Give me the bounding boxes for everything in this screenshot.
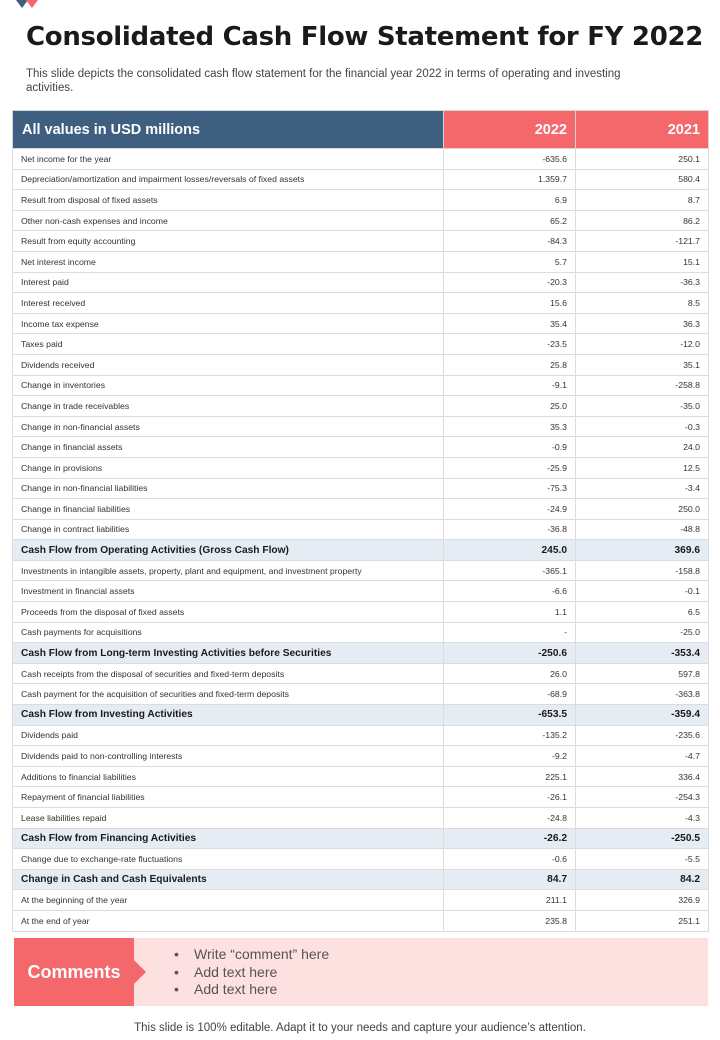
value-2022: -0.6 (444, 849, 576, 870)
value-2021: -158.8 (576, 560, 709, 581)
value-2022: 211.1 (444, 890, 576, 911)
table-row (13, 210, 709, 231)
row-label: Taxes paid (13, 334, 444, 355)
row-label: Proceeds from the disposal of fixed assets (13, 602, 444, 623)
comment-item: • Add text here (172, 964, 329, 982)
row-label: Change in inventories (13, 375, 444, 396)
table-header-row (13, 111, 709, 149)
value-2021: 580.4 (576, 169, 709, 190)
row-label: At the beginning of the year (13, 890, 444, 911)
row-label: Cash payments for acquisitions (13, 622, 444, 643)
row-label: Cash Flow from Financing Activities (13, 828, 444, 849)
table-row (13, 910, 709, 931)
table-row-subtotal (13, 705, 709, 726)
row-label: Interest paid (13, 272, 444, 293)
table-row (13, 622, 709, 643)
row-label: Lease liabilities repaid (13, 808, 444, 829)
row-label: Result from equity accounting (13, 231, 444, 252)
table-row (13, 849, 709, 870)
row-label: Dividends received (13, 354, 444, 375)
table-row (13, 437, 709, 458)
row-label: At the end of year (13, 910, 444, 931)
value-2022: -635.6 (444, 149, 576, 170)
value-2022: 245.0 (444, 540, 576, 561)
row-label: Change in trade receivables (13, 396, 444, 417)
value-2021: 8.5 (576, 293, 709, 314)
value-2021: -36.3 (576, 272, 709, 293)
table-row (13, 272, 709, 293)
cash-flow-table (12, 110, 709, 932)
value-2021: 24.0 (576, 437, 709, 458)
comments-list (172, 946, 329, 999)
table-row (13, 149, 709, 170)
value-2022: -6.6 (444, 581, 576, 602)
value-2021: 369.6 (576, 540, 709, 561)
value-2022: -9.2 (444, 746, 576, 767)
table-row (13, 808, 709, 829)
value-2022: 84.7 (444, 869, 576, 890)
value-2022: -9.1 (444, 375, 576, 396)
row-label: Change in Cash and Cash Equivalents (13, 869, 444, 890)
value-2022: -20.3 (444, 272, 576, 293)
value-2022: 15.6 (444, 293, 576, 314)
row-label: Cash Flow from Investing Activities (13, 705, 444, 726)
value-2021: 15.1 (576, 251, 709, 272)
value-2022: -0.9 (444, 437, 576, 458)
table-row (13, 766, 709, 787)
table-row (13, 354, 709, 375)
value-2021: 326.9 (576, 890, 709, 911)
value-2021: -25.0 (576, 622, 709, 643)
value-2021: 250.1 (576, 149, 709, 170)
value-2022: -26.2 (444, 828, 576, 849)
value-2022: 25.0 (444, 396, 576, 417)
value-2021: 12.5 (576, 457, 709, 478)
value-2022: 1.1 (444, 602, 576, 623)
value-2022: -23.5 (444, 334, 576, 355)
comment-item: • Write “comment” here (172, 946, 329, 964)
comment-item: • Add text here (172, 981, 329, 999)
table-row (13, 602, 709, 623)
table-row (13, 416, 709, 437)
value-2021: 86.2 (576, 210, 709, 231)
value-2022: -24.9 (444, 499, 576, 520)
table-row (13, 725, 709, 746)
comments-label: Comments (27, 962, 121, 982)
value-2021: 336.4 (576, 766, 709, 787)
value-2022: -26.1 (444, 787, 576, 808)
value-2021: -235.6 (576, 725, 709, 746)
value-2021: -254.3 (576, 787, 709, 808)
row-label: Result from disposal of fixed assets (13, 190, 444, 211)
row-label: Depreciation/amortization and impairment losses/reversals of fixed assets (13, 169, 444, 190)
table-row (13, 190, 709, 211)
value-2021: -250.5 (576, 828, 709, 849)
row-label: Net interest income (13, 251, 444, 272)
table-row (13, 519, 709, 540)
row-label: Dividends paid (13, 725, 444, 746)
table-row (13, 251, 709, 272)
value-2022: 25.8 (444, 354, 576, 375)
table-row-subtotal (13, 828, 709, 849)
units-header: All values in USD millions (13, 111, 444, 149)
row-label: Net income for the year (13, 149, 444, 170)
table-row-subtotal (13, 869, 709, 890)
page-title: Consolidated Cash Flow Statement for FY 2022 (26, 22, 704, 52)
table-row (13, 396, 709, 417)
comments-box (14, 938, 708, 1006)
table-body (13, 149, 709, 932)
value-2022: 65.2 (444, 210, 576, 231)
table-row (13, 499, 709, 520)
row-label: Additions to financial liabilities (13, 766, 444, 787)
value-2022: -84.3 (444, 231, 576, 252)
value-2022: -250.6 (444, 643, 576, 664)
row-label: Change in financial liabilities (13, 499, 444, 520)
value-2022: 235.8 (444, 910, 576, 931)
table-row (13, 746, 709, 767)
value-2022: 35.4 (444, 313, 576, 334)
table-row (13, 787, 709, 808)
value-2022: 35.3 (444, 416, 576, 437)
row-label: Change due to exchange-rate fluctuations (13, 849, 444, 870)
value-2021: -258.8 (576, 375, 709, 396)
row-label: Repayment of financial liabilities (13, 787, 444, 808)
value-2021: 6.5 (576, 602, 709, 623)
value-2021: -359.4 (576, 705, 709, 726)
row-label: Change in provisions (13, 457, 444, 478)
table-row (13, 313, 709, 334)
row-label: Dividends paid to non-controlling interests (13, 746, 444, 767)
footer-note: This slide is 100% editable. Adapt it to your needs and capture your audience’s attention. (134, 1022, 586, 1034)
value-2021: 8.7 (576, 190, 709, 211)
table-row (13, 684, 709, 705)
value-2022: 26.0 (444, 663, 576, 684)
value-2022: 6.9 (444, 190, 576, 211)
row-label: Other non-cash expenses and income (13, 210, 444, 231)
row-label: Income tax expense (13, 313, 444, 334)
row-label: Cash Flow from Operating Activities (Gross Cash Flow) (13, 540, 444, 561)
brand-logo (16, 0, 46, 10)
value-2021: 250.0 (576, 499, 709, 520)
table-row (13, 457, 709, 478)
value-2021: 35.1 (576, 354, 709, 375)
table-row (13, 581, 709, 602)
table-row (13, 478, 709, 499)
table-row (13, 231, 709, 252)
value-2021: -3.4 (576, 478, 709, 499)
value-2022: 1.359.7 (444, 169, 576, 190)
value-2022: 225.1 (444, 766, 576, 787)
value-2022: -68.9 (444, 684, 576, 705)
table-row (13, 169, 709, 190)
value-2022: -36.8 (444, 519, 576, 540)
value-2022: 5.7 (444, 251, 576, 272)
value-2021: -48.8 (576, 519, 709, 540)
value-2021: -0.3 (576, 416, 709, 437)
value-2021: -5.5 (576, 849, 709, 870)
value-2022: -24.8 (444, 808, 576, 829)
row-label: Cash payment for the acquisition of securities and fixed-term deposits (13, 684, 444, 705)
value-2022: - (444, 622, 576, 643)
value-2021: 597.8 (576, 663, 709, 684)
table-row (13, 560, 709, 581)
value-2022: -135.2 (444, 725, 576, 746)
row-label: Change in non-financial assets (13, 416, 444, 437)
row-label: Cash receipts from the disposal of securities and fixed-term deposits (13, 663, 444, 684)
row-label: Change in contract liabilities (13, 519, 444, 540)
row-label: Interest received (13, 293, 444, 314)
row-label: Change in non-financial liabilities (13, 478, 444, 499)
year-2021-header: 2021 (576, 111, 709, 149)
page-subtitle: This slide depicts the consolidated cash flow statement for the financial year 2022 in terms of operating and investing activities. (26, 68, 621, 94)
value-2021: -0.1 (576, 581, 709, 602)
value-2021: -4.3 (576, 808, 709, 829)
value-2021: -363.8 (576, 684, 709, 705)
row-label: Investment in financial assets (13, 581, 444, 602)
value-2021: 251.1 (576, 910, 709, 931)
value-2021: -35.0 (576, 396, 709, 417)
table-row (13, 334, 709, 355)
value-2021: 84.2 (576, 869, 709, 890)
value-2022: -75.3 (444, 478, 576, 499)
value-2021: -12.0 (576, 334, 709, 355)
value-2022: -365.1 (444, 560, 576, 581)
table-row (13, 293, 709, 314)
value-2022: -653.5 (444, 705, 576, 726)
value-2021: 36.3 (576, 313, 709, 334)
value-2021: -4.7 (576, 746, 709, 767)
value-2022: -25.9 (444, 457, 576, 478)
value-2021: -353.4 (576, 643, 709, 664)
row-label: Change in financial assets (13, 437, 444, 458)
table-row (13, 663, 709, 684)
table-row-subtotal (13, 643, 709, 664)
table-row (13, 890, 709, 911)
row-label: Investments in intangible assets, property, plant and equipment, and investment property (13, 560, 444, 581)
table-row-subtotal (13, 540, 709, 561)
value-2021: -121.7 (576, 231, 709, 252)
row-label: Cash Flow from Long-term Investing Activities before Securities (13, 643, 444, 664)
table-row (13, 375, 709, 396)
year-2022-header: 2022 (444, 111, 576, 149)
